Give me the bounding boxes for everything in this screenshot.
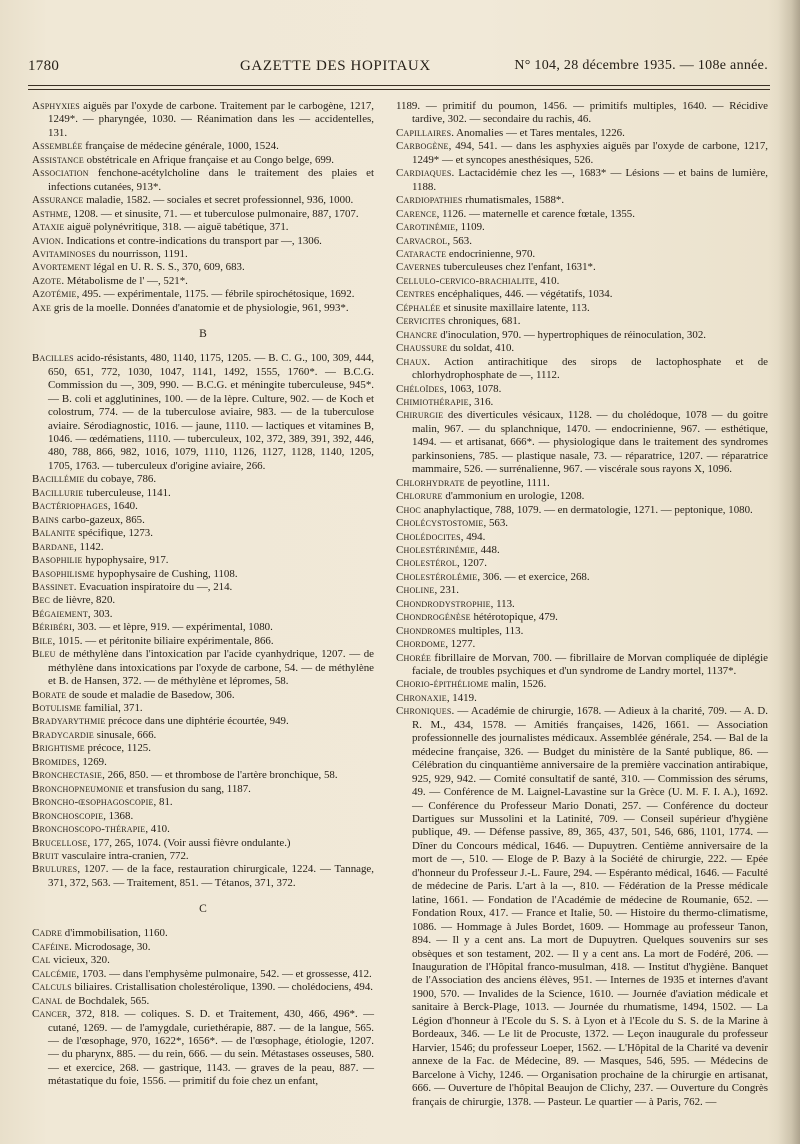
entry-text: vasculaire intra-cranien, 772. (58, 850, 189, 863)
entry-keyword: Bruit (32, 850, 59, 863)
index-entry (32, 995, 374, 1008)
index-entry (396, 490, 768, 503)
entry-keyword: Azote (32, 274, 62, 287)
index-entry (396, 692, 768, 705)
index-entry (32, 581, 374, 594)
index-entry (396, 557, 768, 570)
index-entry (32, 100, 374, 140)
index-entry (32, 208, 374, 221)
index-entry (32, 473, 374, 486)
index-entry (32, 796, 374, 809)
entry-text: précoce dans une diphtérie écourtée, 949. (105, 715, 289, 728)
entry-keyword: Bronchopneumonie (32, 782, 124, 795)
entry-text: de soude et maladie de Basedow, 306. (66, 688, 235, 701)
journal-title: GAZETTE DES HOPITAUX (240, 58, 431, 74)
index-entry (32, 167, 374, 194)
entry-text: du cobaye, 786. (84, 473, 157, 486)
letter-heading-c: C (199, 903, 207, 916)
entry-keyword: Capillaires (396, 126, 452, 139)
entry-keyword: Asthme (32, 207, 69, 220)
entry-keyword: Asphyxies (32, 100, 80, 112)
index-entry (32, 487, 374, 500)
entry-keyword: Calculs (32, 981, 72, 994)
entry-keyword: Carbogène (396, 140, 449, 153)
entry-text: , 231. (434, 584, 459, 597)
issue-info: N° 104, 28 décembre 1935. — 108e année. (514, 58, 768, 73)
index-entry (32, 594, 374, 607)
index-entry (32, 140, 374, 153)
entry-text: , 1142. (74, 540, 104, 553)
entry-text: , 410. (145, 823, 170, 836)
entry-text: tuberculeuses chez l'enfant, 1631*. (440, 261, 596, 274)
entry-text: des diverticules vésicaux, 1128. — du cholédoque, 1078 — du goitre malin, 967. — du splanchnique, 1470. — endocrinienne, 967. — esthétique, 1494. — et artisanat, 666*. — physiologique dans le traitement des syndromes parkinsoniens, 785. — plastique nasale, 73. — réparatrice, 1207. — réparatrice mammaire, 526. — surrénalienne, 967. — viscérale sous rayons X, 1096. (412, 409, 768, 476)
index-entry (32, 702, 374, 715)
index-entry (32, 783, 374, 796)
entry-keyword: Botulisme (32, 702, 82, 715)
entry-keyword: Cholestérolémie (396, 570, 478, 583)
entry-keyword: Chondrodystrophie (396, 597, 491, 610)
entry-text: française de médecine générale, 1000, 1524. (82, 140, 279, 153)
index-entry (32, 608, 374, 621)
entry-keyword: Bromides (32, 755, 77, 768)
entry-keyword: Assurance (32, 194, 84, 207)
section-b-entries (32, 352, 374, 890)
index-entry (32, 823, 374, 836)
entry-keyword: Caféine (32, 940, 70, 953)
index-entry (32, 248, 374, 261)
index-entry (32, 221, 374, 234)
entry-text: malin, 1526. (488, 678, 547, 691)
entry-keyword: Bactériophages (32, 500, 108, 513)
entry-text: , 563. (447, 234, 472, 247)
entry-text: d'inoculation, 970. — hypertrophiques de réinoculation, 302. (437, 328, 706, 341)
index-entry (396, 315, 768, 328)
entry-text: hétérotopique, 479. (470, 611, 558, 624)
index-entry (396, 517, 768, 530)
index-entry (396, 261, 768, 274)
entry-text: et transfusion du sang, 1187. (123, 782, 251, 795)
letter-heading-b: B (199, 328, 207, 341)
entry-text: d'ammonium en urologie, 1208. (442, 490, 585, 503)
entry-keyword: Chaux (396, 355, 428, 368)
entry-text: . Action antirachitique des sirops de lactophosphate et de chlorhydrophosphate de —, 1112. (412, 355, 768, 382)
entry-text: , 1269. (76, 755, 107, 768)
entry-text: de méthylène dans l'intoxication par l'acide cyanhydrique, 1207. — de méthylène dans intoxications par l'oxyde de carbone, 54. — de méthylène et B. de Hansen, 372. — de méthylène et lépromes, 58. (48, 648, 374, 688)
entry-text: , 1207. (457, 557, 487, 570)
entry-keyword: Bronchectasie (32, 769, 103, 782)
page-number: 1780 (28, 58, 60, 74)
entry-text: , 266, 850. — et thrombose de l'artère bronchique, 58. (102, 769, 338, 782)
entry-text: aiguës par l'oxyde de carbone. Traitement par le carbogène, 1217, 1249*. — pharyngée, 1030. — Réanimation dans les — accidentelles, 131. (48, 100, 374, 139)
entry-keyword: Cholédocites (396, 530, 461, 543)
index-entry (32, 689, 374, 702)
entry-keyword: Ataxie (32, 221, 65, 234)
index-entry (32, 927, 374, 940)
entry-text: d'immobilisation, 1160. (62, 927, 168, 940)
index-entry (396, 302, 768, 315)
index-entry (396, 678, 768, 691)
entry-text: , 303. (87, 607, 113, 620)
entry-text: rhumatismales, 1588*. (462, 194, 565, 207)
entry-keyword: Bradycardie (32, 728, 94, 741)
entry-text: fenchone-acétylcholine dans le traitement des plaies et infections cutanées, 913*. (48, 167, 374, 193)
entry-text: , 494. (460, 530, 486, 543)
index-entry (396, 221, 768, 234)
entry-keyword: Broncho-œsophagoscopie (32, 796, 154, 809)
index-entry (32, 968, 374, 981)
entry-keyword: Canal (32, 994, 63, 1007)
entry-text: biliaires. Cristallisation cholestérolique, 1390. — cholédociens, 494. (71, 981, 374, 994)
index-entry (396, 705, 768, 1109)
entry-text: , 495. — expérimentale, 1175. — fébrile spirochétosique, 1692. (76, 288, 355, 301)
index-entry (396, 127, 768, 140)
entry-keyword: Assistance (32, 153, 84, 166)
entry-text: endocrinienne, 970. (446, 247, 536, 260)
index-entry (32, 288, 374, 301)
index-entry (32, 769, 374, 782)
index-entry (396, 652, 768, 679)
entry-keyword: Chorio-épithéliome (396, 678, 489, 691)
index-entry (32, 514, 374, 527)
entry-text: , 1419. (446, 691, 477, 704)
entry-keyword: Cardiaques (396, 167, 452, 180)
spine-shadow (778, 0, 800, 1144)
entry-keyword: Bacilles (32, 352, 74, 365)
entry-text: spécifique, 1273. (75, 527, 153, 540)
entry-keyword: Balanite (32, 527, 76, 540)
entry-text: du soldat, 410. (447, 342, 515, 355)
entry-text: , 494, 541. — dans les asphyxies aiguës par l'oxyde de carbone, 1217, 1249* — et syncopes anesthésiques, 526. (412, 140, 768, 166)
entry-keyword: Cardiopathies (396, 194, 463, 207)
entry-text: , 306. — et exercice, 268. (477, 570, 590, 583)
entry-text: fibrillaire de Morvan, 700. — fibrillaire de Morvan compliquée de diplégie faciale, de troubles psychiques et d'un syndrome de Landry mortel, 1137*. (412, 651, 768, 678)
index-entry (396, 396, 768, 409)
entry-text: . Métabolisme de l' —, 521*. (61, 274, 188, 287)
index-entry (396, 477, 768, 490)
entry-keyword: Cadre (32, 927, 63, 940)
entry-text: 1189. — primitif du poumon, 1456. — primitifs multiples, 1640. — Récidive tardive, 302. — secondaire du rachis, 46. (396, 100, 768, 126)
entry-keyword: Bains (32, 513, 59, 526)
index-entry (32, 810, 374, 823)
entry-text: aiguë polynévritique, 318. — aiguë tabétique, 371. (64, 221, 289, 234)
entry-keyword: Chéloïdes (396, 382, 445, 395)
entry-text: sinusale, 666. (93, 728, 157, 741)
entry-keyword: Avion (32, 234, 61, 247)
entry-text: légal en U. R. S. S., 370, 609, 683. (90, 261, 245, 274)
index-entry (396, 208, 768, 221)
index-entry (32, 527, 374, 540)
entry-keyword: Assemblée (32, 140, 83, 153)
index-entry (32, 154, 374, 167)
entry-text: , 303. — et lèpre, 919. — expérimental, 1080. (71, 621, 273, 634)
index-entry (32, 275, 374, 288)
entry-keyword: Basophilisme (32, 567, 95, 580)
index-entry (32, 635, 374, 648)
entry-keyword: Brulures (32, 863, 78, 876)
left-column (32, 100, 374, 1089)
index-entry (32, 756, 374, 769)
entry-text: acido-résistants, 480, 1140, 1175, 1205. — B. C. G., 100, 309, 444, 650, 651, 772, 1030, 1047, 1141, 1492, 1555, 1760*. — B.C.G. Commission du —, 309, 990. — B.C.G. et méningite tuberculeuse, 945*. — B. coli et agglutinines, 100. — de la lèpre. Culture, 902. — de Koch et colostrum, 774. — de la tuberculose aviaire, 983. — de la tuberculose aviaire. Sérodiagnostic, 1016. — jaune, 1110. — lactiques et vitamines B, 1046. — œdématiens, 1110. — tuberculeux, 102, 372, 389, 391, 392, 446, 480, 788, 866, 982, 1016, 1079, 1110, 1126, 1127, 1128, 1140, 1205, 1705, 1763. — tuberculeux d'origine aviaire, 266. (48, 352, 374, 472)
entry-keyword: Chondrogénèse (396, 611, 471, 624)
index-entry (396, 356, 768, 383)
section-c-entries (32, 927, 374, 1088)
entry-text: . Anomalies — et Tares mentales, 1226. (451, 126, 625, 139)
entry-keyword: Chlorhydrate (396, 476, 465, 489)
index-entry (396, 167, 768, 194)
entry-keyword: Brucellose (32, 836, 88, 849)
entry-text: , 316. (468, 395, 494, 408)
entry-text: gris de la moelle. Données d'anatomie et de physiologie, 961, 993*. (51, 301, 349, 314)
index-entry (396, 342, 768, 355)
index-entry (396, 504, 768, 517)
entry-keyword: Chimiothérapie (396, 395, 469, 408)
entry-text: , 113. (490, 597, 515, 610)
index-entry (396, 571, 768, 584)
entry-text: multiples, 113. (455, 624, 524, 637)
index-entry (32, 837, 374, 850)
entry-keyword: Cataracte (396, 247, 447, 260)
index-entry (396, 329, 768, 342)
index-entry (396, 235, 768, 248)
entry-keyword: Basophilie (32, 554, 83, 567)
index-entry (32, 554, 374, 567)
entry-text: tuberculeuse, 1141. (83, 486, 171, 499)
entry-keyword: Bronchoscopo-thérapie (32, 823, 146, 836)
entry-keyword: Céphalée (396, 301, 441, 314)
index-entry (32, 981, 374, 994)
index-entry (32, 568, 374, 581)
entry-text: , 1109. (455, 221, 485, 234)
entry-text: , 1368. (103, 809, 134, 822)
entry-text: . Lactacidémie chez les —, 1683* — Lésions — et bains de lumière, 1188. (412, 167, 768, 193)
entry-keyword: Axe (32, 301, 52, 314)
index-entry (396, 383, 768, 396)
entry-keyword: Azotémie (32, 288, 77, 301)
entry-keyword: Bacillurie (32, 486, 84, 499)
index-entry (396, 409, 768, 476)
entry-text: , 1126. — maternelle et carence fœtale, 1355. (436, 207, 635, 220)
entry-keyword: Bardane (32, 540, 74, 553)
index-entry (32, 729, 374, 742)
entry-keyword: Chronaxie (396, 691, 447, 704)
entry-text: maladie, 1582. — sociales et secret professionnel, 936, 1000. (83, 194, 354, 207)
entry-text: précoce, 1125. (84, 742, 151, 755)
index-entry (396, 584, 768, 597)
index-entry (396, 544, 768, 557)
entry-keyword: Association (32, 167, 89, 180)
entry-text: . — Académie de chirurgie, 1678. — Adieux à la charité, 709. — A. D. R. M., 434, 1578. — Amitiés françaises, 1426, 1661. — Association professionnelle des journalistes médicaux. Assemblée générale, 254. — Bal de la médecine française, 326. — Budget du ministère de la Santé publique, 86. — Célébration du cinquantième anniversaire de la première vaccination antirabique, 925, 929, 942. — Comité consultatif de santé, 310. — Commission des sérums, 49. — Conférence de M. Laignel-Lavastine sur la Grèce (U. M. F. I. A.), 1692. — Conférence du Professeur Mario Donati, 257. — Conférence du docteur Dartigues sur Mussolini et la Latinité, 709. — Conseil supérieur d'hygiène publique, 49. — Défense passive, 89, 365, 437, 501, 546, 686, 1101, 1774. — Dîner du Concours médical, 1646. — Dupuytren. Centième anniversaire de la mort de —, 510. — Eloge de P. Bazy à la Société de chirurgie, 222. — Epée d'honneur du Professeur J.-L. Faure, 294. — Espéranto médical, 1646. — Faculté de médecine de Paris. L'art à la —, 810. — Fédération de la Presse médicale latine, 1661. — Fondation de l'Académie de médecine de Roumanie, 652. — Fondation Roux, 417. — France et Italie, 50. — Histoire du thermo-climatisme, 1086. — Hommage à Jules Bordet, 1609. — Hommage au professeur Tanon, 894. — Il y a cent ans. La mort de Dupuytren. Quelques souvenirs sur ses obsèques et son testament, 202. — Il y a cent ans. La mort de Fodéré, 206. — Inauguration de l'Hôpital franco-musulman, 418. — Institut d'hygiène. Banquet de l'Association des anciens élèves, 951. — Internes de 1935 et internes d'avant 1900, 570. — Invalides de la Science, 1610. — Journée d'aviation médicale et sanitaire à Berck-Plage, 1013. — Journée du rhumatisme, 1494, 1502. — La Légion d'honneur à l'Ecole du S. S. à Lyon et à l'Ecole du S. S. de la Marine à Bordeaux, 346. — Le lit de Procuste, 1372. — Leçon inaugurale du professeur Harvier, 1546; du professeur Loeper, 1562. — L'Hôpital de la Charité va devenir annexe de la Fac. de Médecine, 89. — Masques, 546, 595. — Médecins de Barcelone à Vichy, 1246. — Organisation prochaine de la chirurgie en artisanat, 666. — Ouverture de l'hôpital Beaujon de Clichy, 237. — Ouverture du Congrès français de chirurgie, 1378. — Pasteur. Le quartier — à Paris, 762. — (412, 705, 768, 1108)
entry-keyword: Bleu (32, 648, 56, 661)
entry-text: de Bochdalek, 565. (62, 994, 150, 1007)
entry-keyword: Béribéri (32, 621, 72, 634)
entry-keyword: Carvacrol (396, 234, 448, 247)
index-entry (32, 235, 374, 248)
index-entry (32, 500, 374, 513)
entry-text: de peyotline, 1111. (464, 476, 550, 489)
running-header (28, 58, 768, 82)
entry-text: . Evacuation inspiratoire du —, 214. (73, 580, 233, 593)
right-column (396, 100, 768, 1109)
entry-keyword: Choc (396, 503, 421, 516)
index-entry (396, 194, 768, 207)
entry-text: , 1207. — de la face, restauration chirurgicale, 1224. — Tannage, 371, 372, 563. — Traitement, 851. — Tétanos, 371, 372. (48, 863, 374, 889)
entry-keyword: Chlorure (396, 490, 443, 503)
entry-keyword: Chaussure (396, 342, 448, 355)
entry-keyword: Cancer (32, 1008, 68, 1021)
section-a-entries (32, 100, 374, 315)
entry-keyword: Bec (32, 594, 51, 607)
index-entry (32, 742, 374, 755)
index-entry (32, 850, 374, 863)
entry-keyword: Chirurgie (396, 409, 444, 422)
entry-keyword: Choline (396, 584, 435, 597)
entry-text: , 410. (534, 274, 560, 287)
entry-text: , 1208. — et sinusite, 71. — et tuberculose pulmonaire, 887, 1707. (68, 207, 359, 220)
entry-keyword: Chondromes (396, 624, 456, 637)
entry-keyword: Cavernes (396, 261, 441, 274)
entry-keyword: Chorée (396, 651, 432, 664)
index-entry (32, 648, 374, 688)
entry-text: carbo-gazeux, 865. (58, 513, 145, 526)
entry-text: familial, 371. (81, 702, 143, 715)
entry-text: hypophysaire, 917. (82, 554, 169, 567)
index-entry (32, 941, 374, 954)
entry-keyword: Bégaiement (32, 607, 88, 620)
entry-keyword: Avitaminoses (32, 247, 96, 260)
index-entry (396, 140, 768, 167)
entry-keyword: Cal (32, 954, 51, 967)
entry-text: , 1015. — et péritonite biliaire expérimentale, 866. (52, 634, 274, 647)
entry-keyword: Brightisme (32, 742, 85, 755)
entry-keyword: Chroniques (396, 705, 452, 718)
entry-keyword: Bassinet (32, 580, 74, 593)
index-entry (396, 625, 768, 638)
entry-keyword: Carence (396, 207, 437, 220)
entry-text: . Microdosage, 30. (69, 940, 151, 953)
index-entry (32, 715, 374, 728)
entry-keyword: Cholécystostomie (396, 517, 484, 530)
index-entry (396, 611, 768, 624)
entry-text: , 1063, 1078. (444, 382, 502, 395)
entry-keyword: Carotinémie (396, 221, 456, 234)
index-entry (396, 531, 768, 544)
entry-text: du nourrisson, 1191. (95, 247, 188, 260)
entry-keyword: Bile (32, 634, 53, 647)
index-entry (396, 248, 768, 261)
entry-keyword: Chordome (396, 638, 446, 651)
entry-text: , 81. (153, 796, 173, 809)
entry-text: anaphylactique, 788, 1079. — en dermatologie, 1271. — peptonique, 1080. (420, 503, 753, 516)
entry-keyword: Avortement (32, 261, 91, 274)
index-entry (396, 100, 768, 127)
entry-text: de lièvre, 820. (50, 594, 116, 607)
index-entry (396, 275, 768, 288)
entry-keyword: Bacillémie (32, 473, 85, 486)
header-rule-thin (28, 89, 770, 90)
entry-text: , 372, 818. — coliques. S. D. et Traitement, 430, 466, 496*. — cutané, 1269. — de l'amygdale, curiethérapie, 887. — de la langue, 565. — de l'œsophage, 970, 1622*, 1656*. — de l'œsophage, étiologie, 1207. — du pharynx, 885. — du rein, 666. — du sein. Métastases osseuses, 580. — et exercice, 268. — gastrique, 1143. — graves de la peau, 887. — métastatique du foie, 1556. — primitif du foie chez un enfant, (48, 1008, 374, 1088)
entry-text: , 177, 265, 1074. (Voir aussi fièvre ondulante.) (87, 836, 291, 849)
entry-keyword: Bronchoscopie (32, 809, 104, 822)
entry-text: , 1703. — dans l'emphysème pulmonaire, 542. — et grossesse, 412. (76, 967, 372, 980)
entry-keyword: Centres (396, 288, 435, 301)
entry-text: , 448. (475, 543, 500, 556)
header-rule (28, 85, 770, 86)
index-entry (32, 302, 374, 315)
entry-text: , 1277. (445, 638, 476, 651)
entry-text: , 563. (483, 517, 509, 530)
entry-text: hypophysaire de Cushing, 1108. (94, 567, 238, 580)
index-entry (32, 1008, 374, 1089)
index-entry (32, 541, 374, 554)
entry-text: vicieux, 320. (50, 954, 110, 967)
entry-keyword: Cellulo-cervico-brachialite (396, 274, 535, 287)
index-entry (396, 288, 768, 301)
entry-keyword: Chancre (396, 328, 438, 341)
entry-text: chroniques, 681. (445, 315, 521, 328)
entry-keyword: Cervicites (396, 315, 446, 328)
entry-text: encéphaliques, 446. — végétatifs, 1034. (434, 288, 613, 301)
index-entry (32, 863, 374, 890)
entry-keyword: Cholestérinémie (396, 543, 476, 556)
entry-text: . Indications et contre-indications du transport par —, 1306. (60, 234, 322, 247)
index-entry (32, 954, 374, 967)
entry-text: , 1640. (107, 500, 138, 513)
entry-text: et sinusite maxillaire latente, 113. (440, 301, 590, 314)
entry-keyword: Borate (32, 688, 67, 701)
entry-keyword: Bradyarythmie (32, 715, 106, 728)
index-entry (32, 194, 374, 207)
index-entry (396, 598, 768, 611)
entry-keyword: Calcémie (32, 967, 77, 980)
entry-keyword: Cholestérol (396, 557, 458, 570)
entry-text: obstétricale en Afrique française et au Congo belge, 699. (83, 153, 334, 166)
index-entry (396, 638, 768, 651)
index-entry (32, 261, 374, 274)
index-entry (32, 621, 374, 634)
index-entry (32, 352, 374, 473)
